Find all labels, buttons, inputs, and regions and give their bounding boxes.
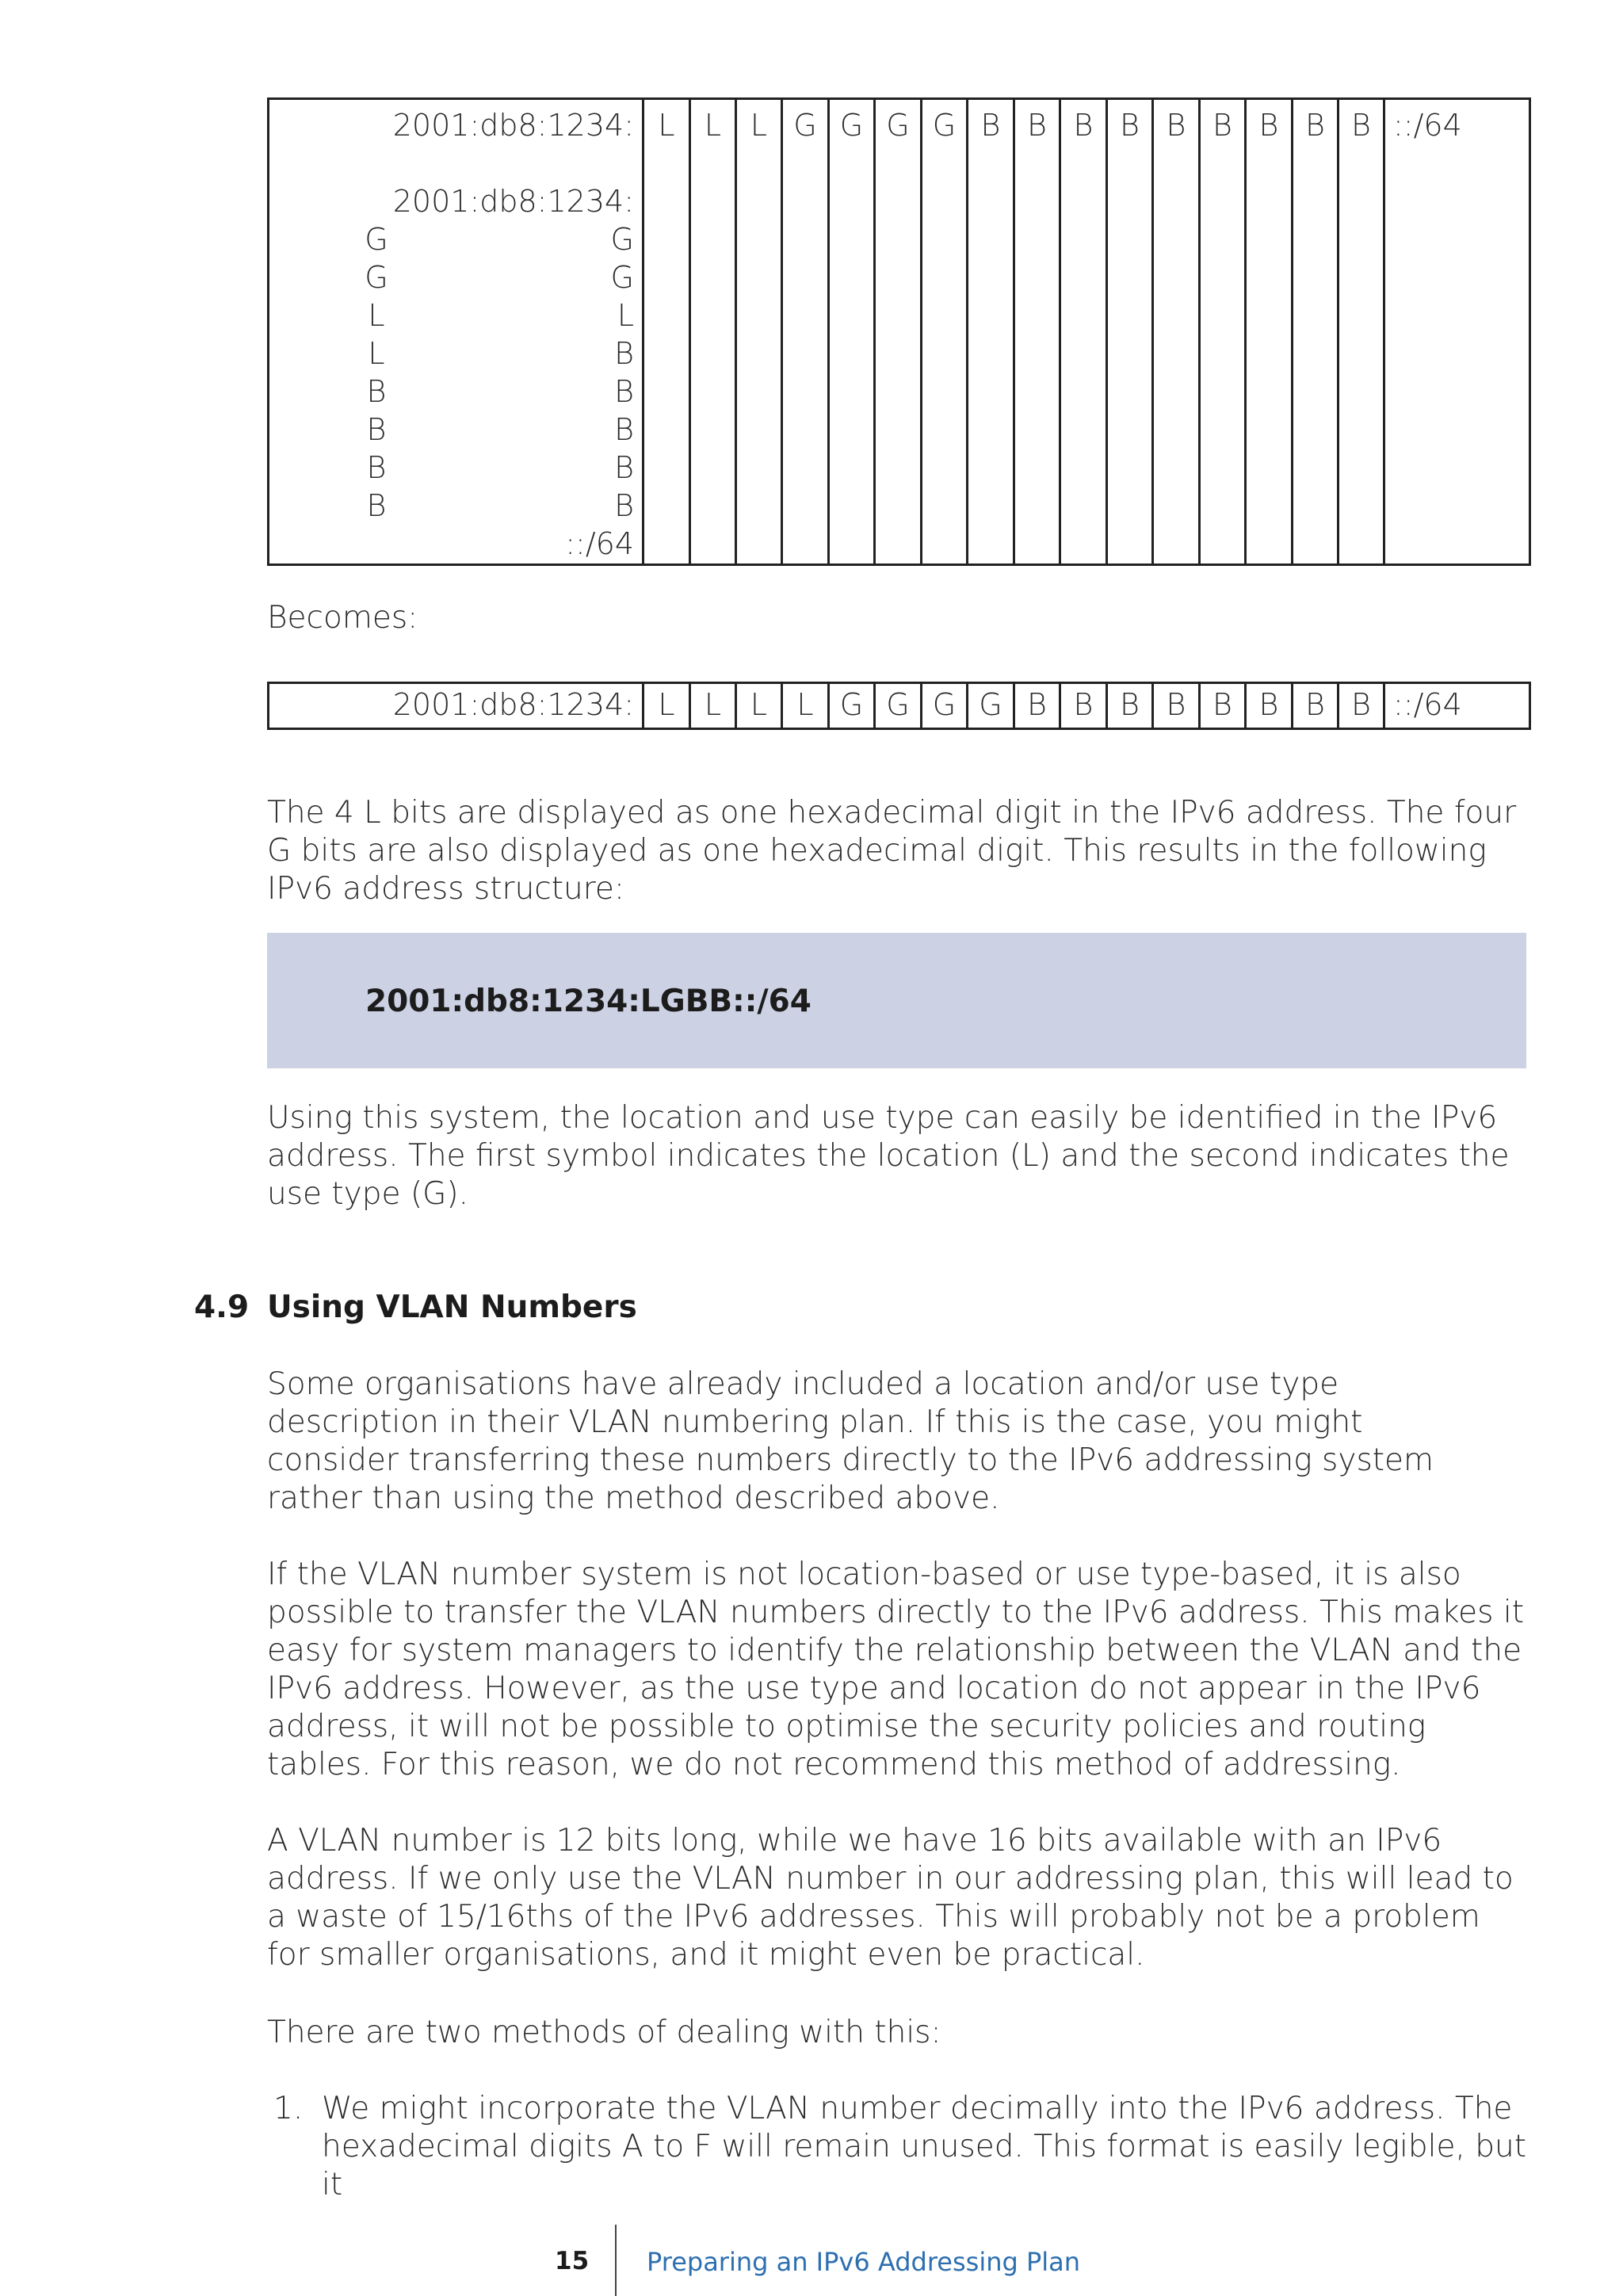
prefix-cell — [269, 99, 643, 565]
bit-cell: L — [643, 99, 690, 565]
vertical-bit-right: B — [614, 412, 634, 447]
vertical-bit-row — [269, 220, 634, 258]
bit-cell: B — [1014, 683, 1060, 729]
bit-layout-table-original — [267, 97, 1531, 566]
bit-cell: B — [1246, 683, 1293, 729]
vertical-bit-row — [269, 411, 634, 449]
vertical-bit-right: G — [610, 222, 634, 257]
bit-cell: B — [1107, 683, 1153, 729]
callout-address: 2001:db8:1234:LGBB::/64 — [365, 984, 812, 1019]
suffix-cell: ::/64 — [1384, 683, 1530, 729]
vertical-bit-left: G — [365, 222, 388, 257]
bit-cell: B — [1107, 99, 1153, 565]
paragraph-hex-digits: The 4 L bits are displayed as one hexadecimal digit in the IPv6 address. The four G bits are also displayed as one hexadecimal digit. This results in the following IPv6 address structure: — [267, 795, 1517, 907]
list-item-text: We might incorporate the VLAN number decimally into the IPv6 address. The hexadecimal digits A to F will remain unused. This format is easily legible, but it — [322, 2091, 1527, 2202]
section-title: Using VLAN Numbers — [267, 1289, 637, 1325]
bit-cell: B — [968, 99, 1014, 565]
list-item-number: 1. — [273, 2091, 304, 2126]
bit-cell: G — [875, 683, 922, 729]
bit-cell: G — [875, 99, 922, 565]
table-row — [269, 683, 1530, 729]
bit-cell: L — [643, 683, 690, 729]
page-number: 15 — [555, 2247, 590, 2275]
bit-cell: L — [690, 683, 736, 729]
paragraph-vlan-2: If the VLAN number system is not location-based or use type-based, it is also possible to transfer the VLAN numbers directly to the IPv6 address. This makes it easy for system managers to identify the relationship between the VLAN and the IPv6 address. However, as the use type and location do not appear in the IPv6 address, it will not be possible to optimise the security policies and routing tables. For this reason, we do not recommend this method of addressing. — [267, 1557, 1525, 1782]
bit-cell: B — [1293, 99, 1338, 565]
vertical-bit-left: G — [365, 260, 388, 295]
vertical-suffix: ::/64 — [565, 526, 634, 561]
bit-cell: B — [1153, 683, 1200, 729]
bit-cell: G — [782, 99, 829, 565]
vertical-bit-row — [269, 296, 634, 334]
footer-title: Preparing an IPv6 Addressing Plan — [647, 2247, 1081, 2277]
bit-cell: B — [1060, 99, 1107, 565]
vertical-bit-right: B — [614, 336, 634, 371]
bit-cell: G — [829, 683, 875, 729]
vertical-bit-right: B — [614, 450, 634, 485]
address-prefix-second: 2001:db8:1234: — [392, 184, 634, 219]
bit-cell: B — [1338, 99, 1384, 565]
vertical-bit-left: B — [366, 412, 387, 447]
table-row — [269, 99, 1530, 565]
address-structure-callout — [267, 933, 1526, 1068]
bit-cell: G — [968, 683, 1014, 729]
bit-cell: L — [782, 683, 829, 729]
bit-cell: L — [736, 683, 782, 729]
bit-layout-table-result — [267, 682, 1531, 730]
bit-cell: B — [1246, 99, 1293, 565]
bit-cell: G — [922, 683, 968, 729]
bit-cell: B — [1014, 99, 1060, 565]
bit-cell: B — [1060, 683, 1107, 729]
paragraph-system: Using this system, the location and use type can easily be identified in the IPv6 address. The first symbol indicates the location (L) and the second indicates the use type (G). — [267, 1100, 1510, 1212]
bit-cell: B — [1200, 99, 1246, 565]
vertical-bit-right: B — [614, 374, 634, 409]
suffix-cell: ::/64 — [1384, 99, 1530, 565]
vertical-bit-left: L — [368, 336, 385, 371]
bit-cell: L — [690, 99, 736, 565]
vertical-bit-row — [269, 449, 634, 487]
footer-divider — [615, 2225, 617, 2296]
vertical-bit-left: B — [366, 374, 387, 409]
paragraph-vlan-3: A VLAN number is 12 bits long, while we have 16 bits available with an IPv6 address. If we only use the VLAN number in our addressing plan, this will lead to a waste of 15/16ths of the IPv6 addresses. This will probably not be a problem for smaller organisations, and it might even be practical. — [267, 1823, 1514, 1973]
bit-cell: B — [1153, 99, 1200, 565]
vertical-bit-right: B — [614, 488, 634, 523]
bit-cell: B — [1200, 683, 1246, 729]
prefix-cell: 2001:db8:1234: — [269, 683, 643, 729]
vertical-bit-row — [269, 258, 634, 296]
vertical-bit-left: B — [366, 450, 387, 485]
vertical-bit-row — [269, 487, 634, 525]
paragraph-vlan-4: There are two methods of dealing with this: — [267, 2015, 941, 2050]
becomes-label: Becomes: — [267, 600, 418, 636]
vertical-bit-row — [269, 334, 634, 372]
bit-cell: G — [829, 99, 875, 565]
paragraph-vlan-1: Some organisations have already included a location and/or use type description in their VLAN numbering plan. If this is the case, you might consider transferring these numbers directly to the IPv6 addressing system rather than using the method described above. — [267, 1366, 1434, 1516]
vertical-bit-list — [269, 220, 634, 525]
address-prefix: 2001:db8:1234: — [392, 108, 634, 143]
bit-cell: G — [922, 99, 968, 565]
vertical-bit-left: B — [366, 488, 387, 523]
bit-cell: L — [736, 99, 782, 565]
bit-cell: B — [1293, 683, 1338, 729]
vertical-bit-row — [269, 372, 634, 411]
bit-cell: B — [1338, 683, 1384, 729]
vertical-bit-right: G — [610, 260, 634, 295]
section-number: 4.9 — [194, 1289, 250, 1325]
vertical-bit-right: L — [617, 298, 634, 333]
vertical-bit-left: L — [368, 298, 385, 333]
